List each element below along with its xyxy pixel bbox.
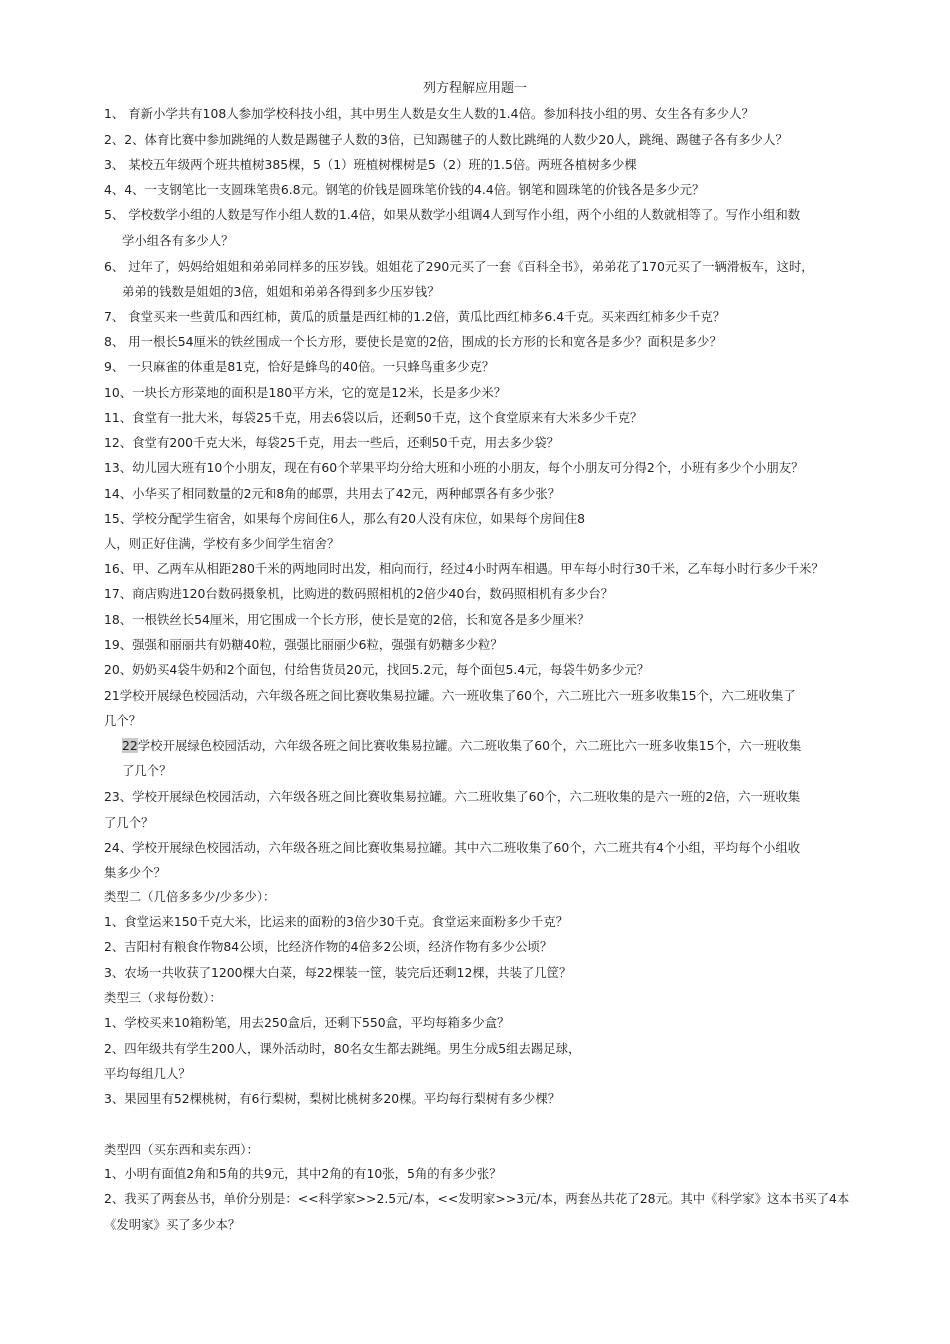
problem-line: 21学校开展绿色校园活动，六年级各班之间比赛收集易拉罐。六一班收集了60个，六二班比六一班多收集15个，六二班收集了 xyxy=(104,688,796,703)
problem-line: 20、奶奶买4袋牛奶和2个面包，付给售货员20元，找回5.2元，每个面包5.4元，每袋牛奶多少元？ xyxy=(104,662,650,677)
problem-line: 2、2、体育比赛中参加跳绳的人数是踢毽子人数的3倍，已知踢毽子的人数比跳绳的人数少20人，跳绳、踢毽子各有多少人？ xyxy=(104,132,788,147)
problem-line-continued: 平均每组几人？ xyxy=(104,1066,191,1081)
problem-line: 11、食堂有一批大米，每袋25千克，用去6袋以后，还剩50千克，这个食堂原来有大米多少千克？ xyxy=(104,410,643,425)
problem-line: 23、学校开展绿色校园活动，六年级各班之间比赛收集易拉罐。六二班收集了60个，六二班收集的是六一班的2倍，六一班收集 xyxy=(104,789,801,804)
section-heading: 类型四（买东西和卖东西）： xyxy=(104,1142,259,1157)
problem-line: 2、我买了两套丛书，单价分别是：<<科学家>>2.5元/本，<<发明家>>3元/本，两套丛共花了28元。其中《科学家》这本书买了4本 xyxy=(104,1191,850,1206)
problem-line-continued: 学小组各有多少人？ xyxy=(122,233,234,248)
problem-line: 5、 学校数学小组的人数是写作小组人数的1.4倍，如果从数学小组调4人到写作小组，两个小组的人数就相等了。写作小组和数 xyxy=(104,207,801,222)
problem-line-continued: 几个？ xyxy=(104,713,142,728)
section-heading: 类型三（求每份数）： xyxy=(104,990,222,1005)
problem-line: 14、小华买了相同数量的2元和8角的邮票，共用去了42元，两种邮票各有多少张？ xyxy=(104,486,561,501)
problem-line: 2、四年级共有学生200人，课外活动时，80名女生都去跳绳。男生分成5组去踢足球， xyxy=(104,1041,581,1056)
problem-line-continued: 了几个？ xyxy=(122,763,172,778)
problem-line: 12、食堂有200千克大米，每袋25千克，用去一些后，还剩50千克，用去多少袋？ xyxy=(104,435,560,450)
problem-line: 1、学校买来10箱粉笔，用去250盒后，还剩下550盒，平均每箱多少盒？ xyxy=(104,1015,510,1030)
problem-line: 24、学校开展绿色校园活动，六年级各班之间比赛收集易拉罐。其中六二班收集了60个，六二班共有4个小组，平均每个小组收 xyxy=(104,840,801,855)
problem-line: 10、一块长方形菜地的面积是180平方米，它的宽是12米，长是多少米？ xyxy=(104,385,507,400)
highlighted-number: 22 xyxy=(122,738,138,753)
problem-line: 18、一根铁丝长54厘米，用它围成一个长方形，使长是宽的2倍，长和宽各是多少厘米？ xyxy=(104,612,590,627)
section-heading: 类型二（几倍多多少/少多少）： xyxy=(104,889,276,904)
problem-line: 13、幼儿园大班有10个小朋友，现在有60个苹果平均分给大班和小班的小朋友，每个小朋友可分得2个，小班有多少个小朋友？ xyxy=(104,460,804,475)
problem-line: 1、 育新小学共有108人参加学校科技小组，其中男生人数是女生人数的1.4倍。参加科技小组的男、女生各有多少人？ xyxy=(104,106,754,121)
problem-line: 17、商店购进120台数码摄象机，比购进的数码照相机的2倍少40台，数码照相机有多少台？ xyxy=(104,586,614,601)
problem-line: 4、4、一支钢笔比一支圆珠笔贵6.8元。钢笔的价钱是圆珠笔价钱的4.4倍。钢笔和圆珠笔的价钱各是多少元？ xyxy=(104,182,705,197)
problem-line-continued: 人，则正好住满，学校有多少间学生宿舍？ xyxy=(104,536,340,551)
problem-line-continued: 弟弟的钱数是姐姐的3倍，姐姐和弟弟各得到多少压岁钱？ xyxy=(122,284,440,299)
problem-line: 15、学校分配学生宿舍，如果每个房间住6人，那么有20人没有床位，如果每个房间住8 xyxy=(104,511,585,526)
problem-line: 19、强强和丽丽共有奶糖40粒，强强比丽丽少6粒，强强有奶糖多少粒？ xyxy=(104,637,503,652)
problem-line: 3、 某校五年级两个班共植树385棵，5（1）班植树棵树是5（2）班的1.5倍。两班各植树多少棵 xyxy=(104,157,637,172)
problem-line: 3、农场一共收获了1200棵大白菜，每22棵装一筐，装完后还剩12棵，共装了几筐？ xyxy=(104,965,572,980)
problem-line: 1、小明有面值2角和5角的共9元，其中2角的有10张，5角的有多少张？ xyxy=(104,1166,502,1181)
problem-line: 9、 一只麻雀的体重是81克，恰好是蜂鸟的40倍。一只蜂鸟重多少克？ xyxy=(104,359,495,374)
problem-line-continued: 了几个？ xyxy=(104,815,154,830)
problem-line-continued: 集多少个？ xyxy=(104,865,166,880)
problem-line: 8、 用一根长54厘米的铁丝围成一个长方形，要使长是宽的2倍，围成的长方形的长和宽各是多少？面积是多少？ xyxy=(104,334,722,349)
problem-line: 1、食堂运来150千克大米，比运来的面粉的3倍少30千克。食堂运来面粉多少千克？ xyxy=(104,914,569,929)
problem-line: 7、 食堂买来一些黄瓜和西红柿，黄瓜的质量是西红柿的1.2倍，黄瓜比西红柿多6.4千克。买来西红柿多少千克？ xyxy=(104,309,726,324)
problem-line xyxy=(122,737,801,755)
problem-text: 学校开展绿色校园活动，六年级各班之间比赛收集易拉罐。六二班收集了60个，六二班比六一班多收集15个，六一班收集 xyxy=(137,738,802,753)
problem-line: 3、果园里有52棵桃树，有6行梨树，梨树比桃树多20棵。平均每行梨树有多少棵？ xyxy=(104,1091,561,1106)
problem-line-continued: 《发明家》买了多少本？ xyxy=(104,1217,241,1232)
problem-line: 2、吉阳村有粮食作物84公顷，比经济作物的4倍多2公顷，经济作物有多少公顷？ xyxy=(104,939,553,954)
problem-line: 16、甲、乙两车从相距280千米的两地同时出发，相向而行，经过4小时两车相遇。甲车每小时行30千米，乙车每小时行多少千米？ xyxy=(104,561,824,576)
problem-line: 6、 过年了，妈妈给姐姐和弟弟同样多的压岁钱。姐姐花了290元买了一套《百科全书》，弟弟花了170元买了一辆滑板车，这时， xyxy=(104,259,814,274)
page-title: 列方程解应用题一 xyxy=(422,81,527,96)
